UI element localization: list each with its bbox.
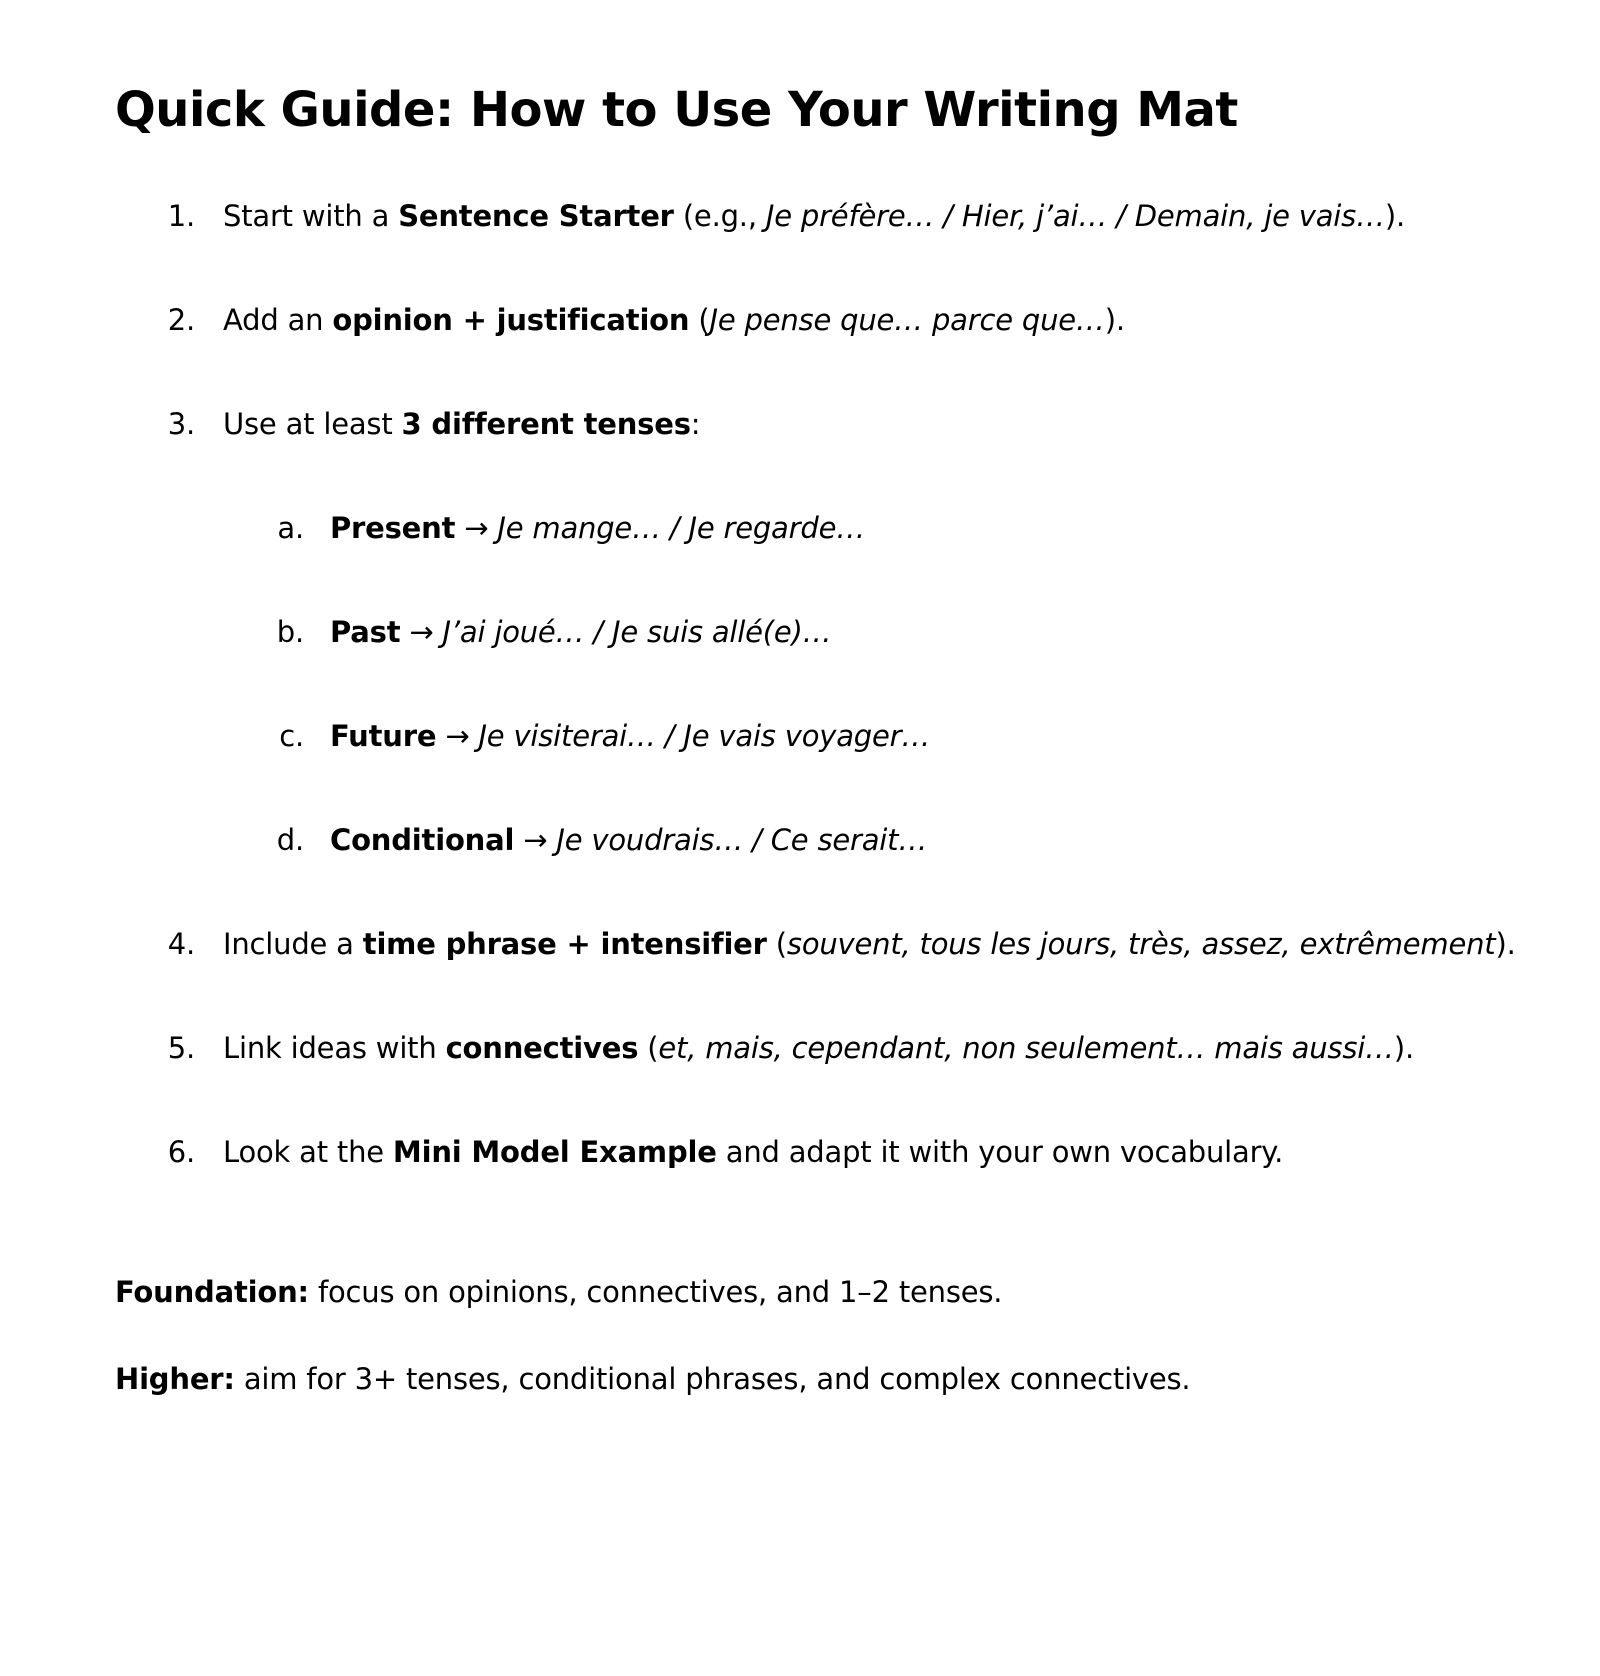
tense-name: Future [330,719,437,753]
step-bold-term: opinion + justification [332,303,690,337]
foundation-note [115,1272,1002,1312]
step-text-part: ). [1393,1031,1415,1065]
step-example: et, mais, cependant, non seulement… mais aussi… [658,1031,1394,1065]
step-text [223,196,1405,236]
step-text-part: ). [1384,199,1406,233]
arrow-glyph: → [400,615,443,649]
step-text [223,1132,1283,1172]
tense-text [330,508,865,548]
step-marker: 6. [167,1135,195,1169]
step-text-part: Look at the [223,1135,393,1169]
step-text-part: Add an [223,303,333,337]
step-example: souvent, tous les jours, très, assez, extrêmement [786,927,1496,961]
step-bold-term: time phrase + intensifier [362,927,767,961]
foundation-text: focus on opinions, connectives, and 1–2 tenses. [308,1275,1003,1309]
step-example: Je préfère… / Hier, j’ai… / Demain, je vais… [765,199,1385,233]
higher-note [115,1359,1190,1399]
foundation-label: Foundation: [115,1275,309,1309]
step-text [223,1028,1414,1068]
step-bold-term: connectives [445,1031,639,1065]
step-marker: 1. [167,199,195,233]
step-bold-term: 3 different tenses [401,407,691,441]
higher-label: Higher: [115,1362,235,1396]
arrow-glyph: → [514,823,557,857]
tense-example: J’ai joué… / Je suis allé(e)… [442,615,832,649]
tense-marker: c. [279,719,304,753]
step-text-part: Use at least [223,407,402,441]
step-text-part: (e.g., [673,199,766,233]
step-text [223,924,1516,964]
step-text-part: ( [766,927,787,961]
tense-marker: b. [276,615,304,649]
tense-example: Je voudrais… / Ce serait… [556,823,928,857]
step-marker: 5. [167,1031,195,1065]
step-bold-term: Sentence Starter [398,199,674,233]
tense-marker: d. [276,823,304,857]
arrow-glyph: → [455,511,498,545]
step-marker: 4. [167,927,195,961]
tense-marker: a. [277,511,304,545]
step-marker: 2. [167,303,195,337]
step-text-part: Start with a [223,199,399,233]
tense-name: Present [330,511,456,545]
higher-text: aim for 3+ tenses, conditional phrases, and complex connectives. [234,1362,1191,1396]
step-text-part: and adapt it with your own vocabulary. [716,1135,1284,1169]
arrow-glyph: → [436,719,479,753]
tense-text [330,612,831,652]
tense-name: Past [330,615,401,649]
step-text-part: : [690,407,701,441]
tense-text [330,716,930,756]
step-text [223,404,700,444]
tense-example: Je mange… / Je regarde… [497,511,866,545]
tense-example: Je visiterai… / Je vais voyager… [478,719,931,753]
tense-text [330,820,927,860]
tense-name: Conditional [330,823,515,857]
step-bold-term: Mini Model Example [392,1135,717,1169]
step-text-part: Include a [223,927,363,961]
step-text-part: ( [689,303,710,337]
step-text-part: Link ideas with [223,1031,446,1065]
step-marker: 3. [167,407,195,441]
step-text-part: ). [1495,927,1516,961]
step-text-part: ). [1104,303,1125,337]
step-text [223,300,1125,340]
step-text-part: ( [638,1031,659,1065]
step-example: Je pense que… parce que… [709,303,1105,337]
page-title: Quick Guide: How to Use Your Writing Mat [115,82,1238,138]
